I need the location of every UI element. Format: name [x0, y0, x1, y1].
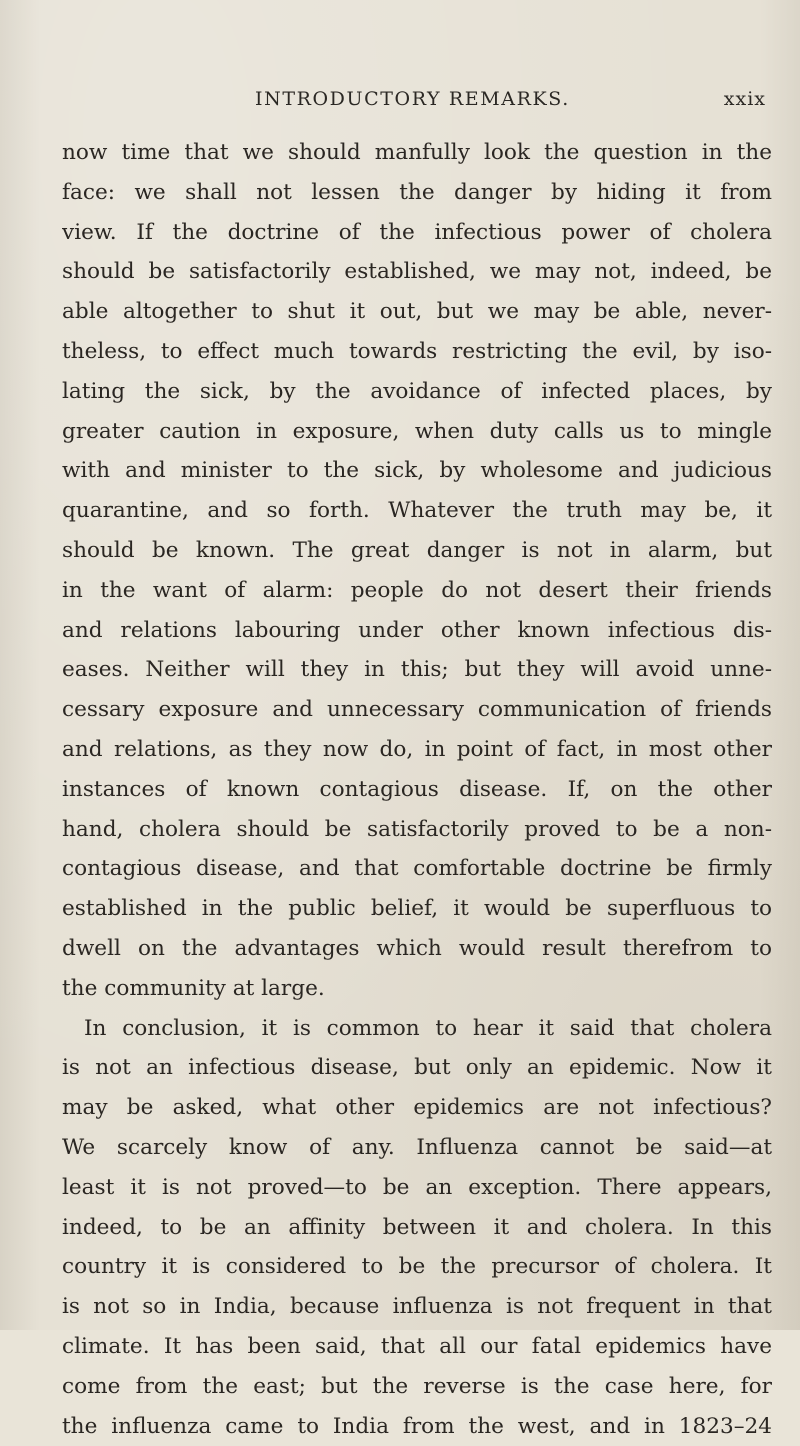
text-line: now time that we should manfully look the question in the — [62, 133, 772, 173]
text-line: the influenza came to India from the west, and in 1823–24 — [62, 1407, 772, 1446]
text-line: country it is considered to be the precursor of cholera. It — [62, 1247, 772, 1287]
text-line: view. If the doctrine of the infectious power of cholera — [62, 213, 772, 253]
text-line: in the want of alarm: people do not desert their friends — [62, 571, 772, 611]
text-line: We scarcely know of any. Influenza cannot be said—at — [62, 1128, 772, 1168]
text-line: least it is not proved—to be an exception. There appears, — [62, 1168, 772, 1208]
text-line: contagious disease, and that comfortable doctrine be firmly — [62, 849, 772, 889]
text-line: eases. Neither will they in this; but they will avoid unne- — [62, 650, 772, 690]
text-line: cessary exposure and unnecessary communication of friends — [62, 690, 772, 730]
text-line: face: we shall not lessen the danger by hiding it from — [62, 173, 772, 213]
text-line: theless, to effect much towards restricting the evil, by iso- — [62, 332, 772, 372]
text-line: indeed, to be an affinity between it and cholera. In this — [62, 1208, 772, 1248]
text-line: greater caution in exposure, when duty calls us to mingle — [62, 412, 772, 452]
text-line: climate. It has been said, that all our fatal epidemics have — [62, 1327, 772, 1367]
text-line: come from the east; but the reverse is the case here, for — [62, 1367, 772, 1407]
paragraph-end-line: the community at large. — [62, 969, 772, 1009]
text-line: and relations, as they now do, in point of fact, in most other — [62, 730, 772, 770]
text-line: is not an infectious disease, but only an epidemic. Now it — [62, 1048, 772, 1088]
text-line: lating the sick, by the avoidance of infected places, by — [62, 372, 772, 412]
text-line: dwell on the advantages which would result therefrom to — [62, 929, 772, 969]
body-text — [62, 133, 772, 1446]
text-line: and relations labouring under other known infectious dis- — [62, 611, 772, 651]
page-number: xxix — [724, 88, 766, 110]
text-line: is not so in India, because influenza is not frequent in that — [62, 1287, 772, 1327]
running-head — [0, 88, 800, 118]
text-line: quarantine, and so forth. Whatever the truth may be, it — [62, 491, 772, 531]
text-line: hand, cholera should be satisfactorily proved to be a non- — [62, 810, 772, 850]
text-line: with and minister to the sick, by wholesome and judicious — [62, 451, 772, 491]
running-title: INTRODUCTORY REMARKS. — [255, 88, 570, 110]
text-line: established in the public belief, it would be superfluous to — [62, 889, 772, 929]
text-line: instances of known contagious disease. If, on the other — [62, 770, 772, 810]
text-line: should be known. The great danger is not in alarm, but — [62, 531, 772, 571]
text-line: should be satisfactorily established, we may not, indeed, be — [62, 252, 772, 292]
text-line: may be asked, what other epidemics are not infectious? — [62, 1088, 772, 1128]
paragraph-start-line: In conclusion, it is common to hear it said that cholera — [62, 1009, 772, 1049]
text-line: able altogether to shut it out, but we may be able, never- — [62, 292, 772, 332]
